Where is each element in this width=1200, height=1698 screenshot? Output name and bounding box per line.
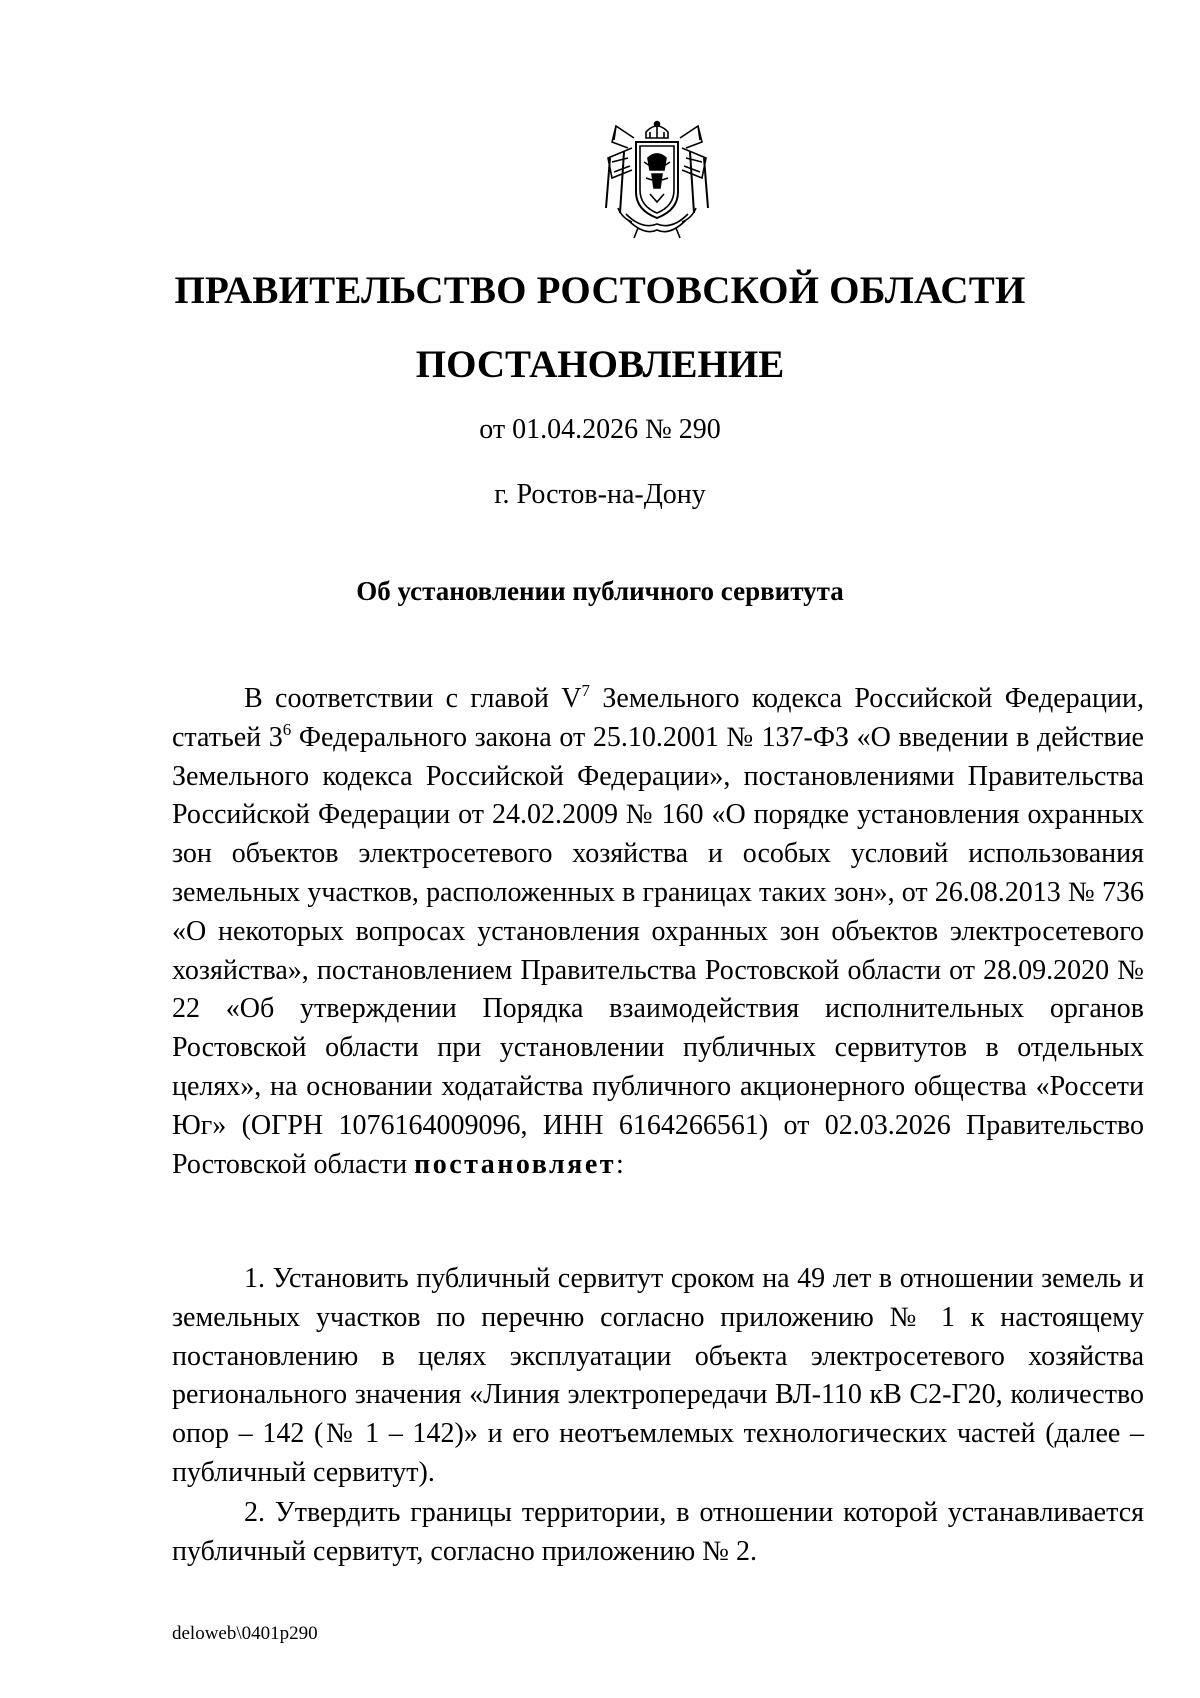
- list-item: 1. Установить публичный сервитут сроком на 49 лет в отношении земель и земельных участков по перечню согласно приложению № 1 к настоящему постановлению в целях эксплуатации объекта электросетевого хозяйства регионального значения «Линия электропередачи ВЛ-110 кВ С2-Г20, количество опор – 142 (№ 1 – 142)» и его неотъемлемых технологических частей (далее – публичный сервитут).: [172, 1263, 1144, 1488]
- preamble-paragraph: [172, 680, 1144, 1184]
- resolves-colon: :: [616, 1148, 624, 1180]
- document-type: ПОСТАНОВЛЕНИЕ: [415, 343, 785, 386]
- document-date-number: от 01.04.2026 № 290: [479, 414, 721, 445]
- coat-of-arms-icon: [598, 118, 716, 240]
- preamble-text-1: В соответствии с главой V: [244, 683, 582, 714]
- preamble-text-2: Земельного кодекса Российской Федерации, статьей 3: [172, 683, 1144, 753]
- preamble-section: [172, 680, 1144, 1184]
- preamble-sup-1: 7: [581, 681, 591, 700]
- document-subject: Об установлении публичного сервитута: [356, 576, 844, 606]
- organization-title: ПРАВИТЕЛЬСТВО РОСТОВСКОЙ ОБЛАСТИ: [174, 269, 1026, 312]
- resolves-word: постановляет: [414, 1148, 617, 1180]
- item-1-section: [172, 1260, 1144, 1493]
- preamble-text-3: Федерального закона от 25.10.2001 № 137-ФЗ «О введении в действие Земельного кодекса Российской Федерации», постановлениями Правительства Российской Федерации от 24.02.2009 № 160 «О порядке установления охранных зон объектов электросетевого хозяйства и особых условий использования земельных участков, расположенных в границах таких зон», от 26.08.2013 № 736 «О некоторых вопросах установления охранных зон объектов электросетевого хозяйства», постановлением Правительства Ростовской области от 28.09.2020 № 22 «Об утверждении Порядка взаимодействия исполнительных органов Ростовской области при установлении публичных сервитутов в отдельных целях», на основании ходатайства публичного акционерного общества «Россети Юг» (ОГРН 1076164009096, ИНН 6164266561) от 02.03.2026 Правительство Ростовской области: [172, 721, 1144, 1180]
- document-city: г. Ростов-на-Дону: [494, 479, 706, 510]
- preamble-sup-2: 6: [282, 719, 292, 739]
- document-reference: deloweb\0401p290: [172, 1623, 318, 1644]
- list-item: 2. Утвердить границы территории, в отношении которой устанавливается публичный сервитут, согласно приложению № 2.: [172, 1497, 1144, 1567]
- item-2-section: [172, 1494, 1144, 1572]
